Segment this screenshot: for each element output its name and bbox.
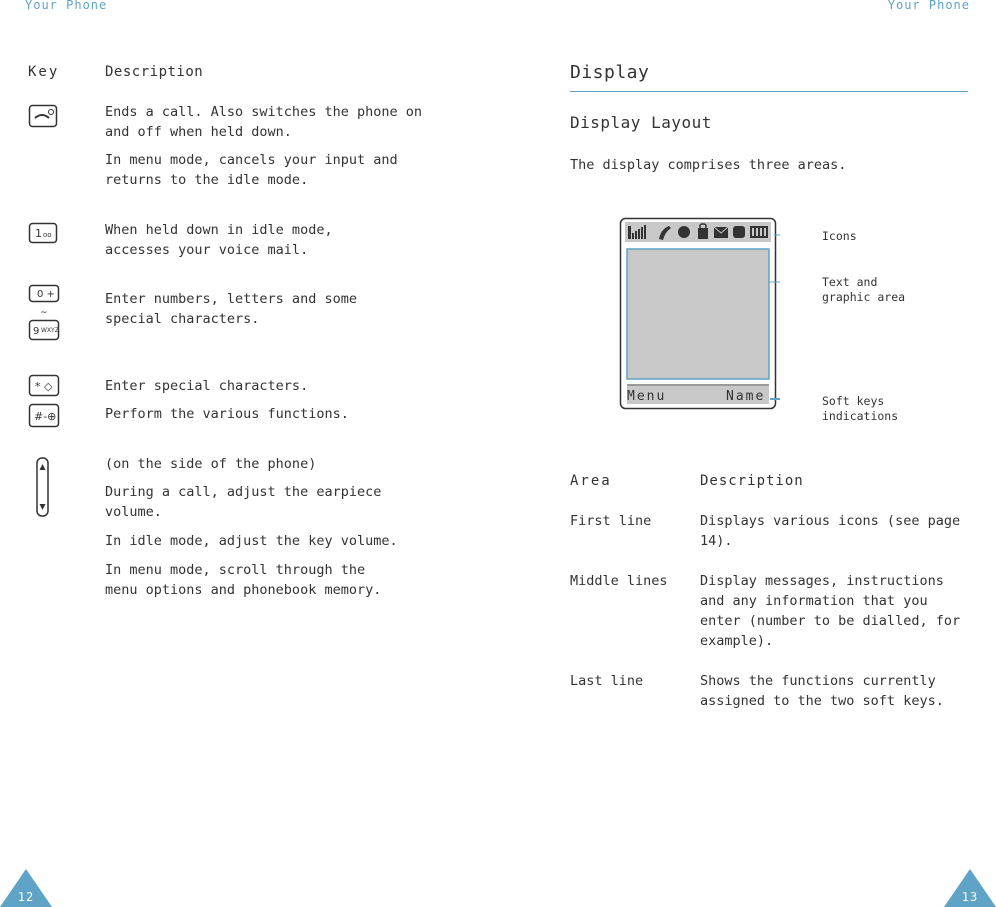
callout-soft-keys: Soft keys indications (822, 394, 899, 423)
number-keys-desc: Enter numbers, letters and some special characters. (105, 291, 357, 327)
side-key-desc-1: (on the side of the phone) (105, 456, 317, 472)
svg-text:WXYZ: WXYZ (41, 327, 59, 334)
section-title: Display (570, 62, 650, 83)
end-key-icon (28, 104, 58, 128)
one-key-desc: When held down in idle mode, accesses your voice mail. (105, 222, 333, 258)
display-intro: The display comprises three areas. (570, 157, 847, 173)
side-volume-key-icon (35, 456, 51, 518)
callout-text-area: Text and graphic area (822, 275, 906, 304)
svg-text:0 +: 0 + (37, 289, 55, 300)
svg-text:~: ~ (40, 308, 48, 318)
one-key-voicemail-icon (28, 222, 58, 244)
side-key-desc-3: In idle mode, adjust the key volume. (105, 533, 398, 549)
area-first-line-desc: Displays various icons (see page 14). (700, 513, 961, 549)
svg-text:* ◇: * ◇ (35, 380, 53, 393)
area-first-line: First line (570, 513, 652, 529)
running-header-right: Your Phone (887, 0, 970, 12)
col-header-area: Area (570, 473, 612, 489)
area-last-line: Last line (570, 673, 644, 689)
running-header-left: Your Phone (25, 0, 108, 12)
star-hash-keys-icon (28, 374, 60, 430)
voicemail-icon (733, 226, 745, 238)
section-rule (570, 91, 968, 92)
col-header-description: Description (105, 64, 204, 80)
svg-text:1: 1 (35, 227, 42, 240)
page-number-right: 13 (944, 867, 996, 907)
svg-text:9: 9 (33, 326, 40, 337)
soft-key-left-label: Menu (627, 389, 667, 404)
svg-text:oo: oo (43, 231, 52, 239)
star-key-desc: Enter special characters. (105, 378, 309, 394)
svg-text:#-⊕: #-⊕ (34, 410, 57, 423)
area-middle-lines: Middle lines (570, 573, 668, 589)
area-middle-lines-desc: Display messages, instructions and any information that you enter (number to be dialled, for example). (700, 573, 961, 649)
alarm-icon (678, 226, 690, 238)
battery-icon (750, 226, 768, 238)
number-keys-icon (28, 284, 60, 344)
side-key-desc-4: In menu mode, scroll through the menu options and phonebook memory. (105, 562, 382, 598)
soft-key-right-label: Name (726, 389, 766, 404)
side-key-desc-2: During a call, adjust the earpiece volume. (105, 484, 382, 520)
area-last-line-desc: Shows the functions currently assigned to the two soft keys. (700, 673, 944, 709)
hash-key-desc: Perform the various functions. (105, 406, 349, 422)
subsection-title: Display Layout (570, 113, 712, 132)
text-graphic-area (627, 249, 769, 379)
end-key-desc-1: Ends a call. Also switches the phone on and off when held down. (105, 104, 422, 140)
end-key-desc-2: In menu mode, cancels your input and returns to the idle mode. (105, 152, 398, 188)
phone-display-diagram (618, 216, 780, 412)
callout-icons: Icons (822, 229, 857, 243)
col-header-area-description: Description (700, 473, 804, 489)
col-header-key: Key (28, 64, 60, 80)
page-number-left: 12 (0, 867, 52, 907)
